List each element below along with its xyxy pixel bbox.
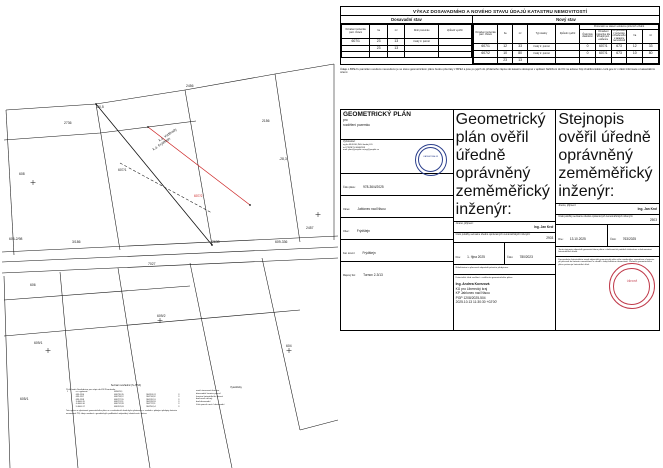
cell: n.v. vypínané [75, 391, 88, 394]
copy-date-label: Dne: [558, 237, 564, 241]
map-point-label: -20,5 [96, 105, 104, 109]
legend-item: bod nově určený [196, 398, 213, 401]
stamp-line-1: ÚŘEDNĚ [626, 280, 638, 284]
map-point-label: -28,3 [279, 157, 287, 161]
cell-dil-m2 [643, 58, 659, 64]
plan-row-label: Okres: [343, 208, 351, 212]
cell-m2: 13 [513, 58, 528, 64]
map-parcel-label: 609/1 [34, 341, 43, 345]
copy-stamp-cell [556, 257, 659, 312]
map-parcel-label: 2456 [186, 84, 194, 88]
col-parcel: Označení pozemku parc. číslem [474, 25, 498, 44]
new-state-block [473, 16, 659, 64]
plan-row-cislo [341, 174, 453, 196]
cell-dil-m2: 33 [643, 44, 659, 51]
legend-item: dosavadní hranice parcel [196, 392, 221, 395]
map-boundary-label: k.ú. Voděrady [158, 127, 178, 143]
copy-order-label: Číslo: [610, 237, 617, 241]
cell: 3 [178, 400, 180, 403]
map-legend [196, 386, 276, 407]
cell-dil-ha: 10 [627, 51, 643, 58]
plan-col-verify [454, 110, 557, 330]
plan-row-label: Mapový list: [343, 274, 356, 278]
map-point-label: 2638 [212, 240, 220, 244]
approval-office: KÚ pro Liberecký kraj [455, 286, 488, 291]
table-row [474, 51, 659, 58]
col-dil-from: Díl přechází z pozemku označeného v katastru nemovitostí [612, 29, 626, 43]
cell-parcel: 607/1 [342, 39, 370, 46]
map-parcel-label-new: 607/2 [194, 194, 203, 198]
map-parcel-label: 605/1 [20, 397, 29, 401]
cell-dil-ha: 12 [627, 44, 643, 51]
cell: 4 4000-16 [75, 403, 85, 406]
cell: 984703,74 [146, 393, 156, 396]
plan-purpose: rozdělení pozemku [343, 123, 370, 128]
verify-name-label: Jméno, příjmení: [455, 222, 474, 226]
verify-date-value: 1. října 2025 [467, 254, 485, 259]
cell: 984749,93 [146, 400, 156, 403]
cell: 3 [178, 398, 180, 401]
copy-name-label: Jméno, příjmení: [558, 204, 577, 208]
cell-m2: 80 [513, 51, 528, 58]
col-parcel: Označení pozemku parc. číslem [342, 25, 370, 39]
cell-parcel [342, 52, 370, 58]
table-row [342, 39, 472, 46]
cell: 686712,28 [114, 403, 124, 406]
table-row [66, 406, 186, 408]
cell-lv: 0 [580, 44, 596, 51]
cell: 3 [178, 405, 180, 408]
maker-email: mail: plan@projekt.cz;ing@projekt.cz [343, 149, 380, 152]
verify-order-value: 780/2023 [519, 254, 533, 259]
cell-lv [580, 58, 596, 64]
cell-parcel [474, 58, 498, 64]
kn-summary-table [340, 6, 660, 65]
legend-item: nově stanovená hranice [196, 390, 220, 392]
verify-order-cell [504, 243, 555, 264]
legend-item: bod dosavadní [196, 401, 211, 403]
map-parcel-label: 2457 [306, 226, 314, 230]
verify-name-value: Ing. Jan Kroł [534, 225, 554, 230]
cell-usage [438, 52, 471, 58]
col-lv: Číslo listu vlastnictví [580, 29, 596, 44]
copy-note: Tento stejnopis odpovídá geometrickému plánu v elektronické podobě uloženému v dokumentaci katastrálního úřadu. [556, 247, 659, 257]
col-prev-parcel: Označení pozemku dle dřívější poz. evidence [595, 29, 611, 44]
copy-name-cell [556, 204, 659, 215]
cell: 3 [178, 403, 180, 406]
table-title: VÝKAZ DOSAVADNÍHO A NOVÉHO STAVU ÚDAJŮ KATASTRU NEMOVITOSTÍ [341, 7, 659, 16]
plan-row-value: Frýdštejn [362, 251, 376, 256]
cell: 3 4000-15 [75, 400, 85, 403]
col-m2: m² [513, 25, 528, 44]
plan-heading-cell [341, 110, 453, 140]
copy-footer-note: Dosavadním katastrálním mapě odpovídá geometrický plán výše uvedeného; vyznačeno v katastru při převzetí do katastru nemovitostí a shodě s údaji katastru nemovitostí. Platnost geometrického plánu potvrzuje katastrální úřad. [558, 258, 655, 266]
verify-date-label: Dne: [455, 255, 461, 259]
coordinate-list [66, 385, 186, 415]
cell-parcel: 607/2 [474, 51, 498, 58]
cell: 984790,14 [146, 405, 156, 408]
existing-state-table [341, 24, 472, 58]
plan-title: GEOMETRICKÝ PLÁN [343, 111, 411, 119]
cell: 5 4000-17 [75, 405, 85, 408]
cell-prev-parcel: 607/1 [595, 51, 611, 58]
surveyor-stamp-icon [609, 263, 655, 309]
cell: 689029,1 [114, 391, 123, 394]
cell-type: trvalý tr. porost [405, 39, 438, 46]
col-ha: ha [498, 25, 513, 44]
cell-ha: 23 [370, 39, 388, 46]
col-ha: ha [370, 25, 388, 39]
legend-item: hranice katastrálního území [196, 395, 223, 398]
col-m2: m² [387, 25, 405, 39]
map-parcel-label: 606 [30, 283, 36, 287]
approval-number: PGP 1208/2025-504 [455, 295, 486, 300]
maker-name: ng.ka MLR.SK,ING.Jandrij LIS [343, 144, 373, 147]
plan-row-value: 978-36/4/2025 [363, 185, 384, 190]
cell-m2: 13 [387, 46, 405, 52]
cell: 3 [178, 396, 180, 399]
bpej-note: Údaje o BPEJ k parcelám uvedeno neuvedeno je ve stavu geometrickém plánu budou převzaty z BPEJ a jsou po jejich do přídatného zápisu do katastru dostupné v aplikaci Nahlížení do KN na adrese http://nahlizenidokn.cuzk.gov.cz v části Informace o katastrálním území. [340, 68, 656, 75]
coordinate-list-subtitle: Číslo bodu Souřadnice pro zápis do KN Poznámka [66, 388, 116, 391]
new-state-table [473, 24, 659, 64]
verify-number-cell [454, 233, 556, 244]
approval-timestamp: 2025.10.13 11:30:30 +02'00' [455, 300, 498, 305]
cell-lv: 0 [580, 51, 596, 58]
table-row [474, 44, 659, 51]
approval-name: Ing. Andrea Kovrzová [455, 282, 490, 287]
col-dil-ha: ha [627, 29, 643, 44]
copy-order-cell [607, 225, 659, 246]
cell-ha: 12 [498, 44, 513, 51]
copy-number-cell [556, 215, 659, 226]
verify-name-cell [454, 222, 556, 233]
cell: 686721,11 [114, 400, 124, 403]
col-type: Typ stavby [528, 25, 556, 44]
copy-order-value: 763/2025 [622, 236, 637, 241]
plan-col-left [341, 110, 454, 330]
office-seal-icon [415, 144, 447, 176]
map-parcel-label: 604 [286, 344, 292, 348]
map-point-label: 3/186 [72, 240, 81, 244]
cell-usage [555, 58, 579, 64]
cell-type: trvalý tr. porost [528, 51, 556, 58]
cell-m2: 13 [387, 39, 405, 46]
cell-prev-parcel [595, 58, 611, 64]
plan-col-copy [556, 110, 659, 330]
cell-dil-from: 673 [611, 51, 627, 58]
maker-label: Vyhotovitel: [343, 140, 356, 144]
cell: 984716,92 [146, 396, 156, 399]
cell-ha: 23 [370, 46, 388, 52]
cell: 984772,11 [146, 403, 156, 406]
cell-usage [555, 44, 579, 51]
cell-usage [555, 51, 579, 58]
copy-header: Stejnopis ověřil úředně oprávněný zeměměřický inženýr: [556, 110, 659, 204]
plan-row-mapovy-list [341, 262, 453, 283]
verify-order-label: Číslo: [506, 255, 514, 259]
cell: 686735,35 [114, 393, 124, 396]
map-point-label: 2736 [64, 121, 72, 125]
copy-name-value: Ing. Jan Kroł [637, 207, 657, 212]
col-usage: Způsob využití [555, 25, 579, 44]
existing-state-block [341, 16, 473, 64]
plan-row-kat-uzemi [341, 240, 453, 262]
cell-m2: 33 [513, 44, 528, 51]
cell: 686733,12 [114, 396, 124, 399]
copy-number-value: 2503 [649, 217, 657, 222]
table-row [474, 58, 659, 64]
plan-row-label: Obec: [343, 230, 350, 234]
plan-row-value: Turnov 2-3/13 [363, 273, 383, 278]
map-point-label: 609-336 [275, 240, 288, 244]
cell-dil-m2: 80 [643, 51, 659, 58]
verify-date-order [454, 243, 556, 265]
existing-state-title: Dosavadní stav [341, 16, 472, 24]
col-dil-m2: m² [643, 29, 659, 44]
cell: 639-1156 [75, 393, 85, 396]
cell-ha: 10 [498, 51, 513, 58]
plan-row-value: Jablonec nad Nisou [357, 207, 386, 212]
cell: 686702,03 [114, 405, 124, 408]
cell-ha [370, 52, 388, 58]
table-header-row [342, 25, 472, 39]
plan-row-value: Frýdštejn [356, 229, 370, 234]
cell-type [528, 58, 556, 64]
approval-header: Katastrální úřad souhlasí s ověřením geometrického plánu: [455, 276, 513, 279]
cell-parcel: 607/1 [474, 44, 498, 51]
cell-m2 [387, 52, 405, 58]
approval-cell [454, 275, 556, 330]
map-road-label: 7027 [148, 262, 156, 266]
map-point-label: 606-2/98 [9, 237, 23, 241]
verify-header: Geometrický plán ověřil úředně oprávněný zeměměřický inženýr: [454, 110, 556, 222]
copy-date-cell [556, 225, 607, 246]
cell: 686727,55 [114, 398, 124, 401]
right-column [340, 6, 658, 331]
plan-title-for: pro [343, 118, 348, 123]
cell [66, 406, 75, 408]
plan-row-okres [341, 196, 453, 218]
map-parcel-label: 608 [19, 172, 25, 176]
coordinate-list-title: Seznam souřadnic (S-JTSK) [110, 384, 142, 387]
plan-maker-cell [341, 140, 453, 174]
table-row [342, 52, 472, 58]
plan-row-label: Číslo plánu: [343, 186, 356, 190]
cell: 3 [178, 393, 180, 396]
map-point-label: 2156 [262, 119, 270, 123]
plan-row-label: Kat. území: [343, 252, 356, 256]
coordinate-list-footnote: Tato zpráva o vyhotovení geometrického plánu a o souřadnicích bodů byla vyhotovena v souladu s platnými předpisy katastru nemovitostí ČR; údaje uvedené v geodetických podkladech odpovídají skutečnosti v terénu. [66, 410, 178, 415]
cell-type [405, 52, 438, 58]
maker-phone: tel. PRZETU.0668/208 [343, 146, 366, 149]
cell-ha: 23 [498, 58, 513, 64]
cell-usage [438, 39, 471, 46]
cell: 984745,51 [146, 398, 156, 401]
legend-item: čísla parcel nová / dosavadní [196, 403, 225, 406]
verify-number-value: 2903 [546, 235, 554, 240]
map-boundary-label: k.ú. Frýdštejn [152, 136, 172, 152]
seal-line-1: KATASTRÁLNÍ [423, 155, 438, 158]
plan-row-obec [341, 218, 453, 240]
copy-date-value: 13.10.2025 [569, 236, 586, 241]
cell-dil-from: 673 [611, 44, 627, 51]
map-parcel-label: 607/1 [118, 168, 127, 172]
cell-dil-from [611, 58, 627, 64]
copy-date-order [556, 225, 659, 247]
cell-type: trvalý tr. porost [528, 44, 556, 51]
legend-title: Vysvětlivky [230, 386, 242, 389]
cell: 639-1158 [75, 398, 85, 401]
geometric-plan-form [340, 109, 660, 331]
col-type: Druh pozemku [405, 25, 438, 39]
cell: 1 [67, 391, 69, 394]
verify-number-label: Číslo položky seznamu úředně oprávněných zeměměřických inženýrů: [455, 233, 531, 237]
new-state-title: Nový stav [473, 16, 659, 24]
cell-dil-ha [627, 58, 643, 64]
cell: 639-1157 [75, 396, 85, 399]
map-parcel-label: 609/2 [157, 314, 166, 318]
verify-date-cell [454, 243, 504, 264]
col-usage: Způsob využití [438, 25, 471, 39]
verify-note: Náležitostmi a přesností odpovídá právním předpisům. [454, 265, 556, 275]
approval-branch: KP Jablonec nad Nisou [455, 291, 490, 296]
cell-prev-parcel: 607/1 [595, 44, 611, 51]
col-comparison: Porovnání se stavem evidence právních vztahů [580, 25, 659, 30]
copy-number-label: Číslo položky seznamu úředně oprávněných zeměměřických inženýrů: [558, 215, 633, 219]
